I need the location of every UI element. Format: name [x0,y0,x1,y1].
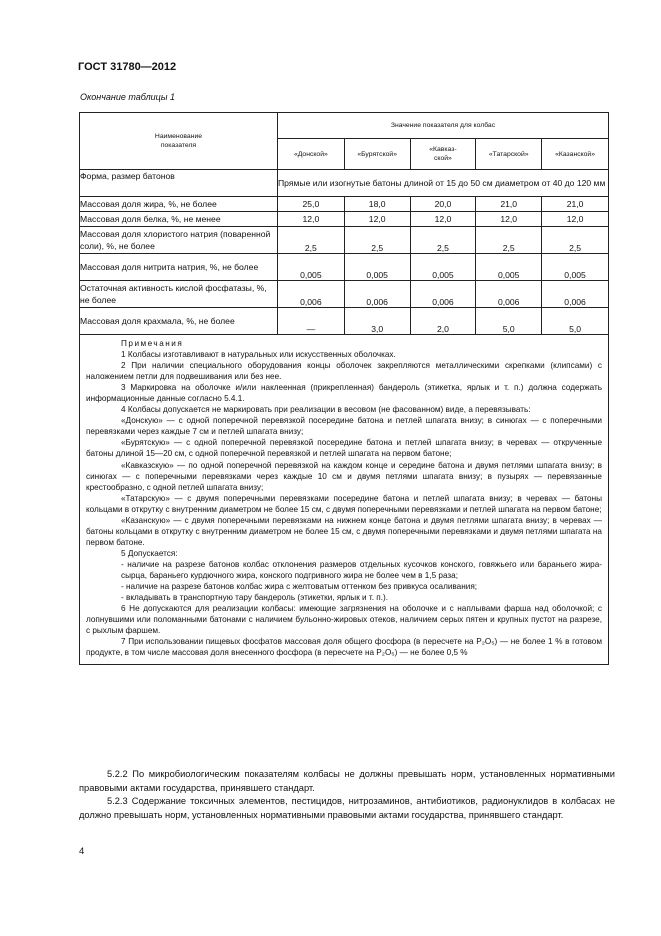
notes-heading: Примечания [121,339,184,348]
cell-value: 12,0 [542,212,609,227]
row-name: Массовая доля жира, %, не более [80,197,278,212]
notes-row [80,335,609,665]
note-item: 1 Колбасы изготавливают в натуральных или искусственных оболочках. [121,350,396,360]
cell-value: 0,005 [277,254,344,281]
cell-value: 20,0 [410,197,476,212]
note-item: 7 При использовании пищевых фосфатов массовая доля общего фосфора (в пересчете на P₂O₅) — не более 1 % в готовом продукте, в том числе массовая доля внесенного фосфора (в пересчете на P₂O₅) — не более 0,5 % [86,637,602,658]
cell-value: 5,0 [542,308,609,335]
table-row [80,254,609,281]
table-row [80,170,609,197]
cell-value: 12,0 [344,212,410,227]
note-item: «Донскую» — с одной поперечной перевязкой посередине батона и петлей шпагата внизу; в синюгах — с поперечными перевязками через каждые 7 см и петлей шпагата внизу; [86,416,602,437]
cell-value: 0,005 [542,254,609,281]
note-item: «Бурятскую» — с одной поперечной перевязкой посередине батона и петлей шпагата внизу; в черевах — открученные батоны длиной 15—20 см, с одной поперечной перевязкой и петлей шпагата на первом батоне; [86,438,602,459]
notes-cell [80,335,609,665]
paragraph-5-2-3: 5.2.3 Содержание токсичных элементов, пестицидов, нитрозаминов, антибиотиков, радионуклидов в колбасах не должно превышать норм, установленных нормативными правовыми актами государства, принявшего стандарт. [79,796,615,820]
row-name: Массовая доля нитрита натрия, %, не более [80,254,278,281]
cell-value: 12,0 [410,212,476,227]
table-row [80,212,609,227]
cell-value: 2,5 [277,227,344,254]
cell-value: — [277,308,344,335]
body-text [79,768,615,822]
column-header-kavkazskoi [410,139,476,170]
table-row [80,308,609,335]
row-name: Форма, размер батонов [80,170,278,197]
row-name: Массовая доля крахмала, %, не более [80,308,278,335]
row-name: Массовая доля хлористого натрия (поваренной соли), %, не более [80,227,278,254]
cell-value: 0,005 [476,254,542,281]
cell-value: 0,006 [542,281,609,308]
paragraph-5-2-2: 5.2.2 По микробиологическим показателям колбасы не должны превышать норм, установленных нормативными правовыми актами государства, принявшего стандарт. [79,769,615,793]
note-item: 5 Допускается: [121,548,178,558]
column-header-buryatskoi: «Бурятской» [344,139,410,170]
cell-value: 0,005 [344,254,410,281]
cell-value: 3,0 [344,308,410,335]
cell-value: 0,006 [277,281,344,308]
name-header-line-2: показателя [160,142,197,149]
table-row [80,197,609,212]
column-header-donskoi: «Донской» [277,139,344,170]
cell-value: 2,5 [542,227,609,254]
name-header-line-1: Наименование [154,133,203,140]
kavkaz-header-line-2: ской» [434,155,452,162]
cell-value: 12,0 [476,212,542,227]
cell-value: 21,0 [476,197,542,212]
cell-value: 2,5 [344,227,410,254]
note-item: 2 При наличии специального оборудования концы оболочек закрепляются металлическими скрепками (клипсами) с наложением петли для подвешивания или без нее. [86,361,602,382]
table-row [80,281,609,308]
note-item: 6 Не допускаются для реализации колбасы: имеющие загрязнения на оболочке и с наплывами фарша над оболочкой; с лопнувшими или поломанными батонами с наличием бульонно-жировых отеков, наличием серых пятен и крупных пустот на разрезе, с рыхлым фаршем. [86,604,602,636]
page-number: 4 [79,846,85,857]
row-name: Массовая доля белка, %, не менее [80,212,278,227]
table-row [80,227,609,254]
note-item: «Кавказскую» — по одной поперечной перевязкой на каждом конце и середине батона и двумя петлями шпагата внизу; в синюгах — с поперечными перевязками через каждые 10 см и двумя петлями шпагата внизу; в пузырях — перевязанные крестообразно, с одной петлей шпагата внизу; [86,460,602,492]
note-item: «Татарскую» — с двумя поперечными перевязками посередине батона и петлей шпагата внизу; в черевах — батоны кольцами в открутку с внутренним диаметром не более 15 см, с двумя поперечными перевязками и петлей шпагата на первом батоне; [86,493,602,514]
note-item: «Казанскую» — с двумя поперечными перевязками на нижнем конце батона и двумя петлями шпагата внизу; в черевах — батоны кольцами в открутку с внутренним диаметром не более 15 см, с двумя поперечными перевязками и двумя петлями шпагата на первом батоне. [86,515,602,547]
document-title: ГОСТ 31780—2012 [78,61,177,73]
row-name: Остаточная активность кислой фосфатазы, %, не более [80,281,278,308]
column-header-name [80,113,278,170]
column-header-kazanskoi: «Казанской» [542,139,609,170]
cell-value: 5,0 [476,308,542,335]
cell-value: 18,0 [344,197,410,212]
indicators-table [79,112,609,665]
cell-value: 25,0 [277,197,344,212]
cell-value: 2,0 [410,308,476,335]
note-item: 4 Колбасы допускается не маркировать при реализации в весовом (не фасованном) виде, а перевязывать: [121,405,531,415]
cell-value: 2,5 [410,227,476,254]
note-item: - вкладывать в транспортную тару бандероль (этикетки, ярлык и т. п.). [121,593,389,603]
note-item: 3 Маркировка на оболочке и/или наклеенная (прикрепленная) бандероль (этикетка, ярлык и т. п.) должна содержать информационные данные согласно 5.4.1. [86,383,602,404]
column-group-header: Значение показателя для колбас [277,113,608,139]
cell-value: 0,005 [410,254,476,281]
cell-value: 12,0 [277,212,344,227]
cell-value: 0,006 [476,281,542,308]
cell-value: 2,5 [476,227,542,254]
row-span-value: Прямые или изогнутые батоны длиной от 15 до 50 см диаметром от 40 до 120 мм [277,170,608,197]
table-caption: Окончание таблицы 1 [80,92,175,102]
column-header-tatarskoi: «Татарской» [476,139,542,170]
cell-value: 0,006 [344,281,410,308]
note-item: - наличие на разрезе батонов колбас жира с желтоватым оттенком без привкуса осаливания; [121,582,478,592]
note-item: - наличие на разрезе батонов колбас отклонения размеров отдельных кусочков конского, говяжьего или бараньего жира-сырца, бараньего курдючного жира, конского подгривного жира не более чем в 1,5 раза; [121,559,602,580]
kavkaz-header-line-1: «Кавказ- [429,146,457,153]
cell-value: 0,006 [410,281,476,308]
cell-value: 21,0 [542,197,609,212]
